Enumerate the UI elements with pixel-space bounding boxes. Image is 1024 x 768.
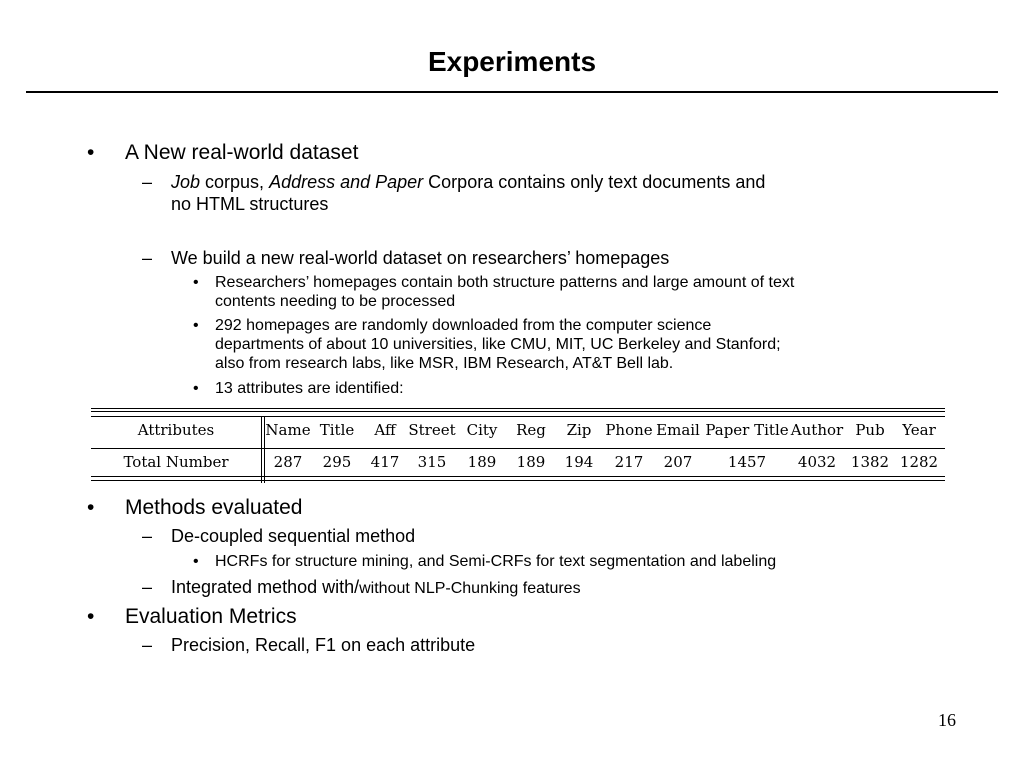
bullet-marker: • — [87, 605, 95, 628]
address-paper-text: Address and Paper — [269, 172, 424, 192]
corpora-rest-text: Corpora contains only text documents and — [423, 172, 766, 192]
job-text: Job — [171, 172, 201, 192]
table-col-header: Author — [790, 421, 844, 439]
subsub-292-homepages-line2: departments of about 10 universities, like CMU, MIT, UC Berkeley and Stanford; — [215, 336, 781, 353]
table-col-header: Name — [265, 421, 311, 439]
corpus-text: corpus, — [200, 172, 270, 192]
table-col-header: Title — [319, 421, 355, 439]
table-cell-value: 315 — [417, 453, 447, 471]
table-col-header: Email — [656, 421, 700, 439]
subbullet-job-corpus-line2: no HTML structures — [171, 194, 329, 214]
table-col-header: Phone — [605, 421, 653, 439]
table-row-header-total: Total Number — [123, 453, 229, 471]
table-cell-value: 287 — [273, 453, 303, 471]
subsub-homepages-contain-line2: contents needing to be processed — [215, 293, 456, 310]
table-cell-value: 1282 — [899, 453, 939, 471]
bullet-marker: • — [193, 553, 199, 570]
title-divider — [26, 91, 998, 93]
table-cell-value: 1457 — [727, 453, 767, 471]
table-cell-value: 417 — [370, 453, 400, 471]
table-col-header: Aff — [374, 421, 396, 439]
subbullet-text: We build a new real-world dataset on researchers’ homepages — [171, 248, 670, 268]
table-col-header: Year — [902, 421, 936, 439]
attributes-table — [91, 408, 945, 483]
table-cell-value: 217 — [614, 453, 644, 471]
table-bottom-rule-2 — [91, 480, 945, 481]
slide-title: Experiments — [427, 46, 597, 77]
table-cell-value: 4032 — [797, 453, 837, 471]
dash-marker: – — [142, 172, 153, 192]
table-col-header: Reg — [516, 421, 546, 439]
dash-marker: – — [142, 577, 153, 597]
table-cell-value: 194 — [564, 453, 594, 471]
dash-marker: – — [142, 248, 153, 268]
bullet-marker: • — [87, 141, 95, 164]
dash-marker: – — [142, 526, 153, 546]
subsub-292-homepages-line3: also from research labs, like MSR, IBM Research, AT&T Bell lab. — [215, 355, 674, 372]
table-mid-rule — [91, 448, 945, 449]
table-cell-value: 207 — [663, 453, 693, 471]
bullet-marker: • — [193, 380, 199, 397]
table-top-rule-2 — [91, 411, 945, 412]
table-cell-value: 189 — [467, 453, 497, 471]
table-col-header: Pub — [855, 421, 885, 439]
table-cell-value: 189 — [516, 453, 546, 471]
table-col-header: City — [466, 421, 498, 439]
dash-marker: – — [142, 635, 153, 655]
bullet-marker: • — [193, 274, 199, 291]
bullet-marker: • — [87, 496, 95, 519]
table-row-header-attributes: Attributes — [137, 421, 215, 439]
table-top-rule-3 — [91, 416, 945, 417]
table-cell-value: 1382 — [850, 453, 890, 471]
table-top-rule — [91, 408, 945, 409]
table-bottom-rule — [91, 476, 945, 477]
table-col-header: Street — [408, 421, 456, 439]
bullet-text: A New real-world dataset — [125, 141, 359, 164]
table-cell-value: 295 — [322, 453, 352, 471]
bullet-marker: • — [193, 317, 199, 334]
page-number: 16 — [938, 710, 956, 730]
table-col-header: Zip — [566, 421, 592, 439]
table-col-header: Paper Title — [705, 421, 789, 439]
